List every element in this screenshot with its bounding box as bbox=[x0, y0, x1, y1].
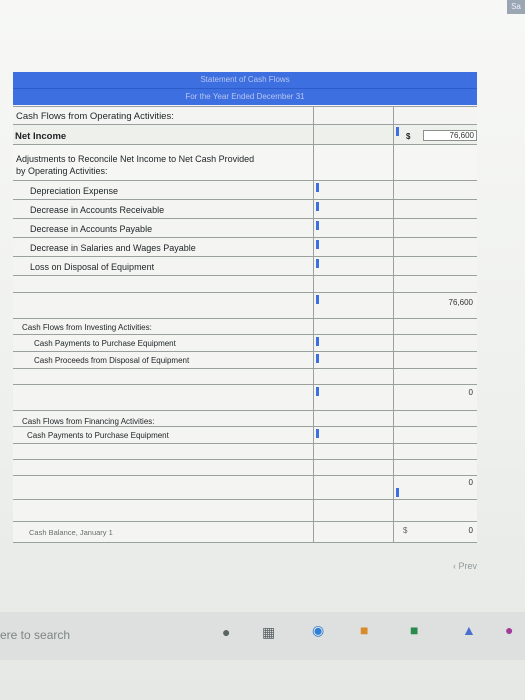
investing-heading-row bbox=[13, 318, 477, 335]
financing-heading: Cash Flows from Financing Activities: bbox=[22, 417, 155, 426]
line-item-label: Depreciation Expense bbox=[30, 186, 119, 196]
currency-symbol: $ bbox=[403, 526, 408, 535]
currency-symbol: $ bbox=[406, 132, 411, 141]
operating-heading-row bbox=[13, 106, 477, 125]
prev-label: Prev bbox=[458, 561, 478, 571]
cash-balance-value[interactable]: 0 bbox=[468, 526, 473, 535]
line-item-label: Decrease in Salaries and Wages Payable bbox=[30, 243, 196, 253]
store-icon[interactable]: ■ bbox=[360, 622, 369, 638]
browser-icon[interactable]: ◉ bbox=[312, 622, 325, 638]
amount-input[interactable] bbox=[315, 219, 392, 238]
amount-input[interactable] bbox=[315, 181, 392, 200]
adjustments-row bbox=[13, 144, 477, 181]
task-view-icon[interactable]: ▦ bbox=[262, 624, 276, 640]
amount-input[interactable] bbox=[315, 352, 392, 369]
app-icon[interactable]: ▲ bbox=[462, 622, 476, 638]
line-item-row bbox=[13, 256, 477, 276]
cash-balance-row bbox=[13, 521, 477, 543]
amount-input[interactable] bbox=[315, 257, 392, 276]
entry-marker bbox=[396, 488, 399, 497]
blank-row bbox=[13, 368, 477, 385]
cash-flow-worksheet bbox=[13, 72, 477, 552]
line-item-row bbox=[13, 237, 477, 257]
investing-heading: Cash Flows from Investing Activities: bbox=[22, 323, 152, 332]
statement-period: For the Year Ended December 31 bbox=[13, 88, 477, 105]
amount-input[interactable] bbox=[315, 200, 392, 219]
amount-input[interactable] bbox=[315, 427, 392, 444]
app-icon[interactable]: ■ bbox=[410, 622, 419, 638]
line-item-row bbox=[13, 351, 477, 369]
entry-marker bbox=[316, 295, 319, 304]
line-item-row bbox=[13, 199, 477, 219]
adjustments-line-1: Adjustments to Reconcile Net Income to Net Cash Provided bbox=[16, 154, 255, 164]
prev-button[interactable]: ‹ Prev bbox=[453, 561, 478, 571]
amount-input[interactable] bbox=[315, 335, 392, 352]
amount-input[interactable] bbox=[315, 238, 392, 257]
entry-marker bbox=[396, 127, 399, 136]
line-item-label: Cash Payments to Purchase Equipment bbox=[27, 431, 169, 440]
line-item-label: Decrease in Accounts Payable bbox=[30, 224, 153, 234]
financing-heading-row bbox=[13, 410, 477, 427]
line-item-label: Decrease in Accounts Receivable bbox=[30, 205, 165, 215]
line-item-row bbox=[13, 334, 477, 352]
line-item-label: Loss on Disposal of Equipment bbox=[30, 262, 155, 272]
line-item-label: Cash Payments to Purchase Equipment bbox=[34, 339, 176, 348]
net-income-label: Net Income bbox=[15, 131, 67, 142]
app-icon[interactable]: ● bbox=[505, 622, 514, 638]
blank-row bbox=[13, 499, 477, 522]
net-income-row bbox=[13, 124, 477, 145]
operating-heading: Cash Flows from Operating Activities: bbox=[16, 111, 174, 122]
blank-row bbox=[13, 275, 477, 293]
line-item-row bbox=[13, 426, 477, 444]
net-income-value[interactable]: 76,600 bbox=[423, 130, 477, 141]
blank-row bbox=[13, 459, 477, 476]
investing-total-value[interactable]: 0 bbox=[468, 388, 473, 397]
operating-total-row bbox=[13, 292, 477, 319]
line-item-row bbox=[13, 218, 477, 238]
statement-title: Statement of Cash Flows bbox=[13, 72, 477, 88]
blank-row bbox=[13, 443, 477, 460]
financing-total-row bbox=[13, 475, 477, 500]
investing-total-row bbox=[13, 384, 477, 411]
microphone-icon[interactable]: ● bbox=[222, 624, 231, 640]
taskbar-search[interactable]: ere to search bbox=[0, 628, 71, 642]
entry-marker bbox=[316, 387, 319, 396]
operating-total-value[interactable]: 76,600 bbox=[448, 298, 473, 307]
line-item-label: Cash Proceeds from Disposal of Equipment bbox=[34, 356, 190, 365]
cash-balance-label: Cash Balance, January 1 bbox=[29, 528, 113, 537]
adjustments-line-2: by Operating Activities: bbox=[16, 166, 108, 176]
line-item-row bbox=[13, 180, 477, 200]
financing-total-value[interactable]: 0 bbox=[468, 478, 473, 487]
corner-tab[interactable]: Sa bbox=[507, 0, 525, 14]
